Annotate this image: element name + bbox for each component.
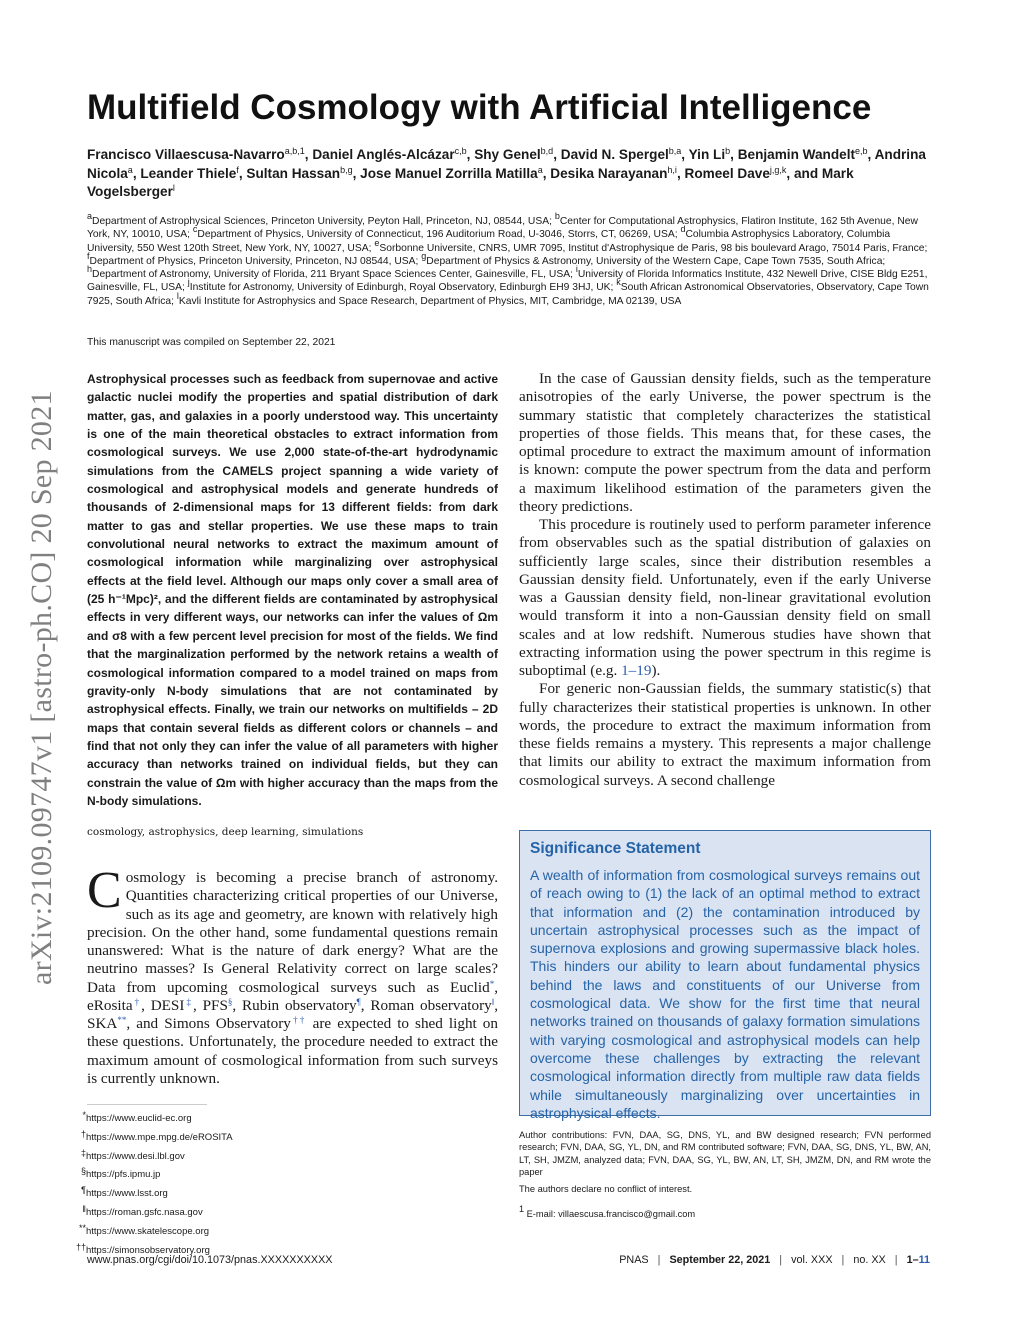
intro-text: osmology is becoming a precise branch of astronomy. Quantities characterizing critical properties of our Universe, such as its age and geometry, are known with relatively high precision. On the other hand, some fundamental questions remain unanswered: What is the nature of dark energy? What are the neutrino masses? Is General Relativity correct on large scales? Data from upcoming cosmological surveys such as Euclid*, eRosita†, DESI‡, PFS§, Rubin observatory¶, Roman observatory‖, SKA**, and Simons Observatory†† are expected to shed light on these questions. Unfortunately, the procedure needed to extract the maximum amount of cosmological information from such surveys is currently unknown. — [87, 869, 499, 1087]
author-contributions: Author contributions: FVN, DAA, SG, DNS, YL, and BW designed research; FVN performed research; FVN, DAA, SG, YL, DN, and RM contributed software; FVN, DAA, SG, DNS, YL, BW, AN, LT, SH, JMZM, analyzed data; FVN, DAA, SG, YL, BW, AN, LT, SH, JMZM, DN, and RM wrote the paper — [519, 1130, 931, 1177]
affiliation-text: Sorbonne Universite, CNRS, UMR 7095, Institut d'Astrophysique de Paris, 98 bis boulevard Arago, 75014 Paris, France; — [379, 242, 928, 254]
footer-pages — [907, 1254, 930, 1266]
survey-name: DESI — [150, 996, 185, 1014]
email-text[interactable]: E-mail: villaescusa.francisco@gmail.com — [526, 1209, 696, 1219]
paper-title: Multifield Cosmology with Artificial Intelligence — [87, 88, 872, 127]
footnote — [76, 1164, 233, 1183]
footer-journal-info: PNAS | September 22, 2021 | vol. XXX | no. XX | 1–11 — [619, 1254, 930, 1266]
author-affiliation-mark: b,d — [540, 146, 554, 156]
body-paragraph — [519, 516, 931, 680]
right-column-text — [519, 370, 931, 790]
affiliations — [87, 211, 932, 308]
author: Romeel Dave — [684, 165, 770, 181]
footnote-mark-link[interactable]: ¶ — [356, 996, 361, 1007]
footnote — [76, 1127, 233, 1146]
affiliation-mark: k — [616, 277, 621, 288]
footnote-url[interactable]: https://www.mpe.mpg.de/eROSITA — [86, 1131, 233, 1143]
intro-text-b: are expected to shed light on these questions. Unfortunately, the procedure needed to extract the maximum amount of cosmological information from such surveys is currently unknown. — [87, 1015, 498, 1087]
affiliation-mark: f — [87, 250, 90, 261]
affiliation-mark: e — [374, 237, 380, 248]
significance-title: Significance Statement — [530, 840, 701, 857]
author: Daniel Anglés-Alcázar — [312, 147, 455, 162]
affiliation-text: University of Florida Informatics Institute, 432 Newell Drive, CISE Bldg E251, Gainesville, FL, USA; — [87, 269, 928, 294]
footnote-mark-link[interactable]: ‡ — [184, 996, 193, 1007]
footnote-url[interactable]: https://www.lsst.org — [86, 1188, 168, 1200]
footnote-divider — [87, 1104, 207, 1105]
footnote-mark: ** — [78, 1222, 86, 1233]
author: Desika Narayanan — [550, 165, 668, 181]
footnote — [76, 1183, 233, 1202]
arxiv-identifier: arXiv:2109.09747v1 [astro-ph.CO] 20 Sep 2021 — [25, 390, 58, 985]
compiled-date: This manuscript was compiled on September 22, 2021 — [87, 337, 336, 348]
author: Andrina Nicola — [87, 147, 926, 181]
affiliation-text: Department of Physics & Astronomy, University of the Western Cape, Cape Town 7535, South Africa; — [426, 255, 886, 267]
footnote-url[interactable]: https://pfs.ipmu.jp — [86, 1169, 161, 1181]
affiliation-text: Center for Computational Astrophysics, Flatiron Institute, 162 5th Avenue, New York, NY, 10010, USA; — [87, 216, 918, 241]
footnote — [76, 1221, 233, 1240]
affiliation-text: South African Astronomical Observatories, Observatory, Cape Town 7925, South Africa; — [87, 282, 929, 307]
footnote-mark: † — [80, 1128, 86, 1139]
footnote-mark-link[interactable]: * — [489, 978, 495, 989]
affiliation-text: Department of Astrophysical Sciences, Princeton University, Peyton Hall, Princeton, NJ, 08544, USA; — [92, 216, 555, 227]
affiliation-mark: b — [554, 211, 560, 221]
footnote-mark: ‡ — [80, 1147, 86, 1158]
affiliation-mark: l — [176, 290, 179, 301]
introduction-paragraph — [87, 862, 499, 1088]
author: Leander Thiele — [140, 165, 237, 181]
affiliation-text: Columbia Astrophysics Laboratory, Columbia University, 550 West 120th Street, New York, NY, 10027, USA; — [87, 229, 891, 254]
author-affiliation-mark: f — [236, 164, 239, 175]
keywords: cosmology, astrophysics, deep learning, simulations — [87, 826, 364, 838]
paragraph-text: In the case of Gaussian density fields, such as the temperature anisotropies of the early Universe, the power spectrum is the summary statistic that completely characterizes the statistical properties of those fields. This means that, for these cases, the optimal procedure to extract the maximum amount of information is known: compute the power spectrum from the data and perform a maximum likelihood estimation of the parameters given the theory predictions. — [519, 370, 931, 515]
author-affiliation-mark: a,b,1 — [284, 146, 305, 156]
body-paragraph — [519, 370, 931, 516]
author: Francisco Villaescusa-Navarro — [87, 147, 285, 162]
citation-link[interactable]: 1–19 — [621, 662, 652, 679]
intro-text-a: osmology is becoming a precise branch of astronomy. Quantities characterizing critical properties of our Universe, such as its age and geometry, are known with relatively high precision. On the other hand, some fundamental questions remain unanswered: What is the nature of dark energy? What are the neutrino masses? Is General Relativity correct on large scales? Data from upcoming cosmological surveys such as Euclid — [87, 869, 498, 996]
footnote-mark-link[interactable]: § — [227, 996, 233, 1007]
author-affiliation-mark: e,b — [855, 146, 868, 156]
significance-statement — [519, 830, 931, 1121]
drop-cap: C — [87, 862, 122, 919]
survey-name: SKA — [87, 1015, 118, 1032]
footnote-mark-link[interactable]: ** — [117, 1015, 127, 1025]
affiliation-text: Institute for Astronomy, University of Edinburgh, Royal Observatory, Edinburgh EH9 3HJ, UK; — [189, 282, 617, 294]
author-affiliation-mark: j,g,k — [769, 164, 787, 175]
footnote-mark-link[interactable]: † — [132, 996, 142, 1007]
survey-name: eRosita — [87, 996, 133, 1014]
footnote-mark-link[interactable]: †† — [290, 1015, 307, 1025]
affiliation-mark: a — [87, 211, 93, 221]
author-affiliation-mark: b,g — [340, 164, 353, 175]
author-affiliation-mark: b — [725, 146, 731, 156]
author-affiliation-mark: b,a — [668, 146, 682, 156]
affiliation-text: Kavli Institute for Astrophysics and Space Research, Department of Physics, MIT, Cambridge, MA 02139, USA — [178, 295, 682, 307]
paragraph-text: This procedure is routinely used to perform parameter inference from observables such as the spatial distribution of galaxies on sufficiently large scales, since their distribution resembles a Gaussian density field. Unfortunately, even if the early Universe was a Gaussian density field, non-linear gravitational evolution would transform it into a non-Gaussian density field on small scales and at low redshift. Numerous studies have shown that extracting information using the power spectrum in this regime is suboptimal (e.g. — [519, 516, 931, 679]
footnote-mark: †† — [76, 1241, 87, 1252]
email-mark: 1 — [519, 1204, 525, 1214]
author-affiliation-mark: l — [172, 183, 175, 193]
footnote — [76, 1146, 233, 1165]
survey-name: Rubin observatory — [242, 996, 357, 1014]
author: Yin Li — [688, 147, 726, 162]
footnote — [76, 1202, 233, 1221]
affiliation-mark: j — [187, 277, 190, 288]
footnote — [76, 1108, 233, 1127]
author-list: Francisco Villaescusa-Navarro$^{a,b,1}$, Daniel Anglés-Alcázar$^{c,b}$, Shy Genel$^{b,d}$, David N. Spergel$^{b,a}$, Yin Li$^b$, Benjamin Wandelt$^{e,b}$, Andrina Nicola$^a$, Leander Thiele$^f$, Sultan Hassan$^{b,g}$, Jose Manuel Zorrilla Matilla$^a$, Desika Narayanan$^{h,i}$, Romeel Dave$^{j,g,k}$, and Mark Vogelsberger$^l$ — [87, 146, 926, 199]
body-paragraph — [519, 680, 931, 790]
author: Sultan Hassan — [246, 165, 341, 181]
footnote-url[interactable]: https://simonsobservatory.org — [86, 1244, 210, 1256]
footnote-url[interactable]: https://roman.gsfc.nasa.gov — [86, 1206, 203, 1218]
abstract: Astrophysical processes such as feedback from supernovae and active galactic nuclei modify the properties and spatial distribution of dark matter, gas, and galaxies in a poorly understood way. This uncertainty is one of the main theoretical obstacles to extract information from cosmological surveys. We use 2,000 state-of-the-art hydrodynamic simulations from the CAMELS project spanning a wide variety of cosmological and astrophysical models and generate hundreds of thousands of 2-dimensional maps for 13 different fields: from dark matter to gas and stellar properties. We use these maps to train convolutional neural networks to extract the maximum amount of cosmological information while marginalizing over astrophysical effects at the field level. Although our maps only cover a small area of (25 h⁻¹Mpc)², and the different fields are contaminated by astrophysical effects in very different ways, our networks can infer the values of Ωm and σ8 with a few percent level precision for most of the fields. We find that the marginalization performed by the network retains a wealth of cosmological information compared to a model trained on maps from gravity-only N-body simulations that are not contaminated by astrophysical effects. Finally, we train our networks on multifields – 2D maps that contain several fields as different colors or channels – and find that not only they can infer the value of all parameters with higher accuracy than networks trained on individual fields, but they can constrain the value of Ωm with higher accuracy than the maps from the N-body simulations. — [87, 372, 498, 808]
affiliation-text: Department of Physics, Princeton University, Princeton, NJ 08544, USA; — [89, 255, 422, 267]
corresponding-email — [519, 1204, 696, 1219]
footnotes — [76, 1108, 233, 1258]
footer-journal: PNAS — [619, 1254, 649, 1266]
footnote-mark-link[interactable]: ‖ — [491, 996, 495, 1007]
footnote-mark: § — [80, 1166, 86, 1177]
author-affiliation-mark: a — [537, 164, 543, 175]
conflict-statement: The authors declare no conflict of interest. — [519, 1184, 693, 1194]
author-affiliation-mark: c,b — [454, 146, 467, 156]
affiliation-mark: i — [575, 264, 578, 275]
pages-start: 1– — [906, 1254, 919, 1266]
footer-doi[interactable]: www.pnas.org/cgi/doi/10.1073/pnas.XXXXXXXXXX — [87, 1254, 333, 1266]
author: Shy Genel — [474, 147, 541, 162]
author: and Mark Vogelsberger — [87, 165, 854, 199]
footnote-mark: * — [82, 1110, 86, 1120]
footer-issue: no. XX — [853, 1254, 886, 1266]
footnote-mark: ‖ — [82, 1203, 86, 1214]
affiliation-mark: c — [192, 224, 198, 235]
significance-text: A wealth of information from cosmological surveys remains out of reach owing to (1) the lack of an optimal method to extract that information and (2) the contamination introduced by uncertain astrophysical processes such as the impact of supernova explosions and growing supermassive black holes. This hinders our ability to learn about fundamental physics behind the laws and constituents of our Universe from cosmological data. We show for the first time that neural networks trained on thousands of galaxy formation simulations with varying cosmological and astrophysical models can help overcome these challenges by extracting the relevant cosmological information directly from multiple raw data fields while simultaneously marginalizing over uncertainties in astrophysical effects. — [530, 867, 920, 1121]
survey-name: Roman observatory — [370, 996, 492, 1014]
footer-volume: vol. XXX — [791, 1254, 833, 1266]
survey-name: Simons Observatory — [164, 1015, 291, 1032]
pages-end-link[interactable]: 11 — [918, 1254, 930, 1266]
affiliation-text: Department of Astronomy, University of Florida, 211 Bryant Space Sciences Center, Gainesville, FL, USA; — [92, 269, 576, 281]
paragraph-text: For generic non-Gaussian fields, the summary statistic(s) that fully characterizes their statistical properties is unknown. In other words, the procedure to extract the maximum information from these fields remains a mystery. This represents a major challenge that limits our ability to extract the maximum information from cosmological surveys. A second challenge — [519, 680, 931, 789]
affiliation-text: Department of Physics, University of Connecticut, 196 Auditorium Road, U-3046, Storrs, CT, 06269, USA; — [197, 229, 681, 241]
affiliation-mark: g — [421, 250, 427, 261]
footnote-url[interactable]: https://www.desi.lbl.gov — [86, 1150, 185, 1162]
survey-name: PFS — [202, 996, 228, 1014]
author: David N. Spergel — [560, 147, 669, 162]
author: Benjamin Wandelt — [737, 147, 856, 162]
paragraph-text-end: ). — [651, 662, 661, 679]
footnote-mark: ¶ — [81, 1185, 86, 1196]
author-affiliation-mark: a — [127, 164, 133, 175]
footnote-url[interactable]: https://www.euclid-ec.org — [86, 1113, 192, 1124]
footnote-url[interactable]: https://www.skatelescope.org — [86, 1225, 210, 1237]
footer-date: September 22, 2021 — [669, 1254, 771, 1266]
affiliation-mark: h — [87, 264, 93, 275]
affiliation-mark: d — [680, 224, 686, 235]
author-affiliation-mark: h,i — [667, 164, 677, 175]
author: Jose Manuel Zorrilla Matilla — [360, 165, 538, 181]
